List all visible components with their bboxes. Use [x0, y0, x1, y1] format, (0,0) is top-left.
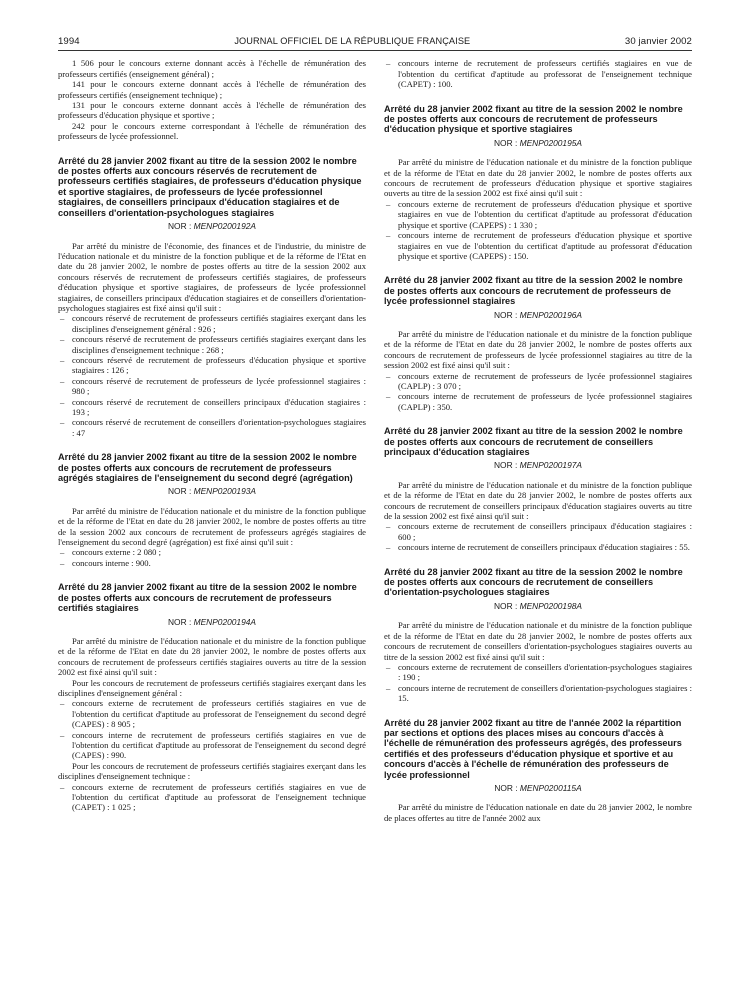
- list-item: – concours interne de recrutement de conseillers d'orientation-psychologues stagiaires : 15.: [384, 683, 692, 704]
- two-column-body: [58, 58, 692, 823]
- nor-reference: [384, 138, 692, 148]
- list-item: – concours externe : 2 080 ;: [58, 547, 366, 557]
- nor-label: NOR :: [494, 600, 518, 611]
- arrete-title: Arrêté du 28 janvier 2002 fixant au titre de l'année 2002 la répartition par sections et options des places mises au concours d'accès à l'échelle de rémunération des professeurs agrégés, des professeurs certifiés et des professeurs d'éducation physique et sportive et au concours d'accès à l'échelle de rémunération des professeurs de lycée professionnel: [384, 717, 682, 780]
- nor-code: MENP0200196A: [519, 309, 582, 320]
- arrete-title: Arrêté du 28 janvier 2002 fixant au titre de la session 2002 le nombre de postes offerts aux concours de recrutement de professeurs d'éducation physique et sportive stagiaires: [384, 103, 683, 135]
- arrete-title: Arrêté du 28 janvier 2002 fixant au titre de la session 2002 le nombre de postes offerts aux concours de recrutement de professeurs certifiés stagiaires: [58, 582, 357, 614]
- nor-reference: [384, 601, 692, 611]
- list-item: – concours réservé de recrutement de professeurs de lycée professionnel stagiaires : 980 ;: [58, 376, 366, 397]
- post-count-list: [58, 313, 366, 438]
- post-count-list: [384, 371, 692, 413]
- arrete-body: Par arrêté du ministre de l'éducation nationale en date du 28 janvier 2002, le nombre de places offertes au titre de l'année 2002 aux: [384, 802, 692, 823]
- arrete-body: Par arrêté du ministre de l'éducation nationale et du ministre de la fonction publique et de la réforme de l'Etat en date du 28 janvier 2002, le nombre de postes offerts aux concours de recrutement de professeurs de lycée professionnel stagiaires au titre de la session 2002 est fixé ainsi qu'il suit :: [384, 328, 692, 371]
- intro-paragraph: 141 pour le concours externe donnant accès à l'échelle de rémunération des professeurs certifiés (enseignement technique) ;: [58, 79, 366, 100]
- list-item: – concours interne de recrutement de professeurs certifiés stagiaires en vue de l'obtention du certificat d'aptitude au professorat de l'enseignement technique (CAPET) : 100.: [384, 58, 692, 89]
- left-column: [58, 58, 366, 823]
- intro-paragraph: 242 pour le concours externe correspondant à l'échelle de rémunération des professeurs de lycée professionnel.: [58, 120, 366, 142]
- nor-code: MENP0200193A: [193, 486, 256, 497]
- sub-paragraph: Pour les concours de recrutement de professeurs certifiés stagiaires exerçant dans les disciplines d'enseignement général :: [58, 677, 366, 698]
- arrete-title: Arrêté du 28 janvier 2002 fixant au titre de la session 2002 le nombre de postes offerts aux concours réservés de recrutement de professeurs certifiés stagiaires, de professeurs d'éducation physique et sportive stagiaires, de professeurs de lycée professionnel stagiaires, de conseillers principaux d'éducation stagiaires et de conseillers d'orientation-psychologues stagiaires: [58, 155, 362, 218]
- list-item: – concours interne de recrutement de conseillers principaux d'éducation stagiaires : 55.: [384, 542, 692, 552]
- nor-reference: [384, 310, 692, 320]
- nor-label: NOR :: [494, 309, 518, 320]
- list-item: – concours externe de recrutement de professeurs certifiés stagiaires en vue de l'obtention du certificat d'aptitude au professorat de l'enseignement technique (CAPET) : 1 025 ;: [58, 782, 366, 813]
- journal-title: JOURNAL OFFICIEL DE LA RÉPUBLIQUE FRANÇAISE: [234, 36, 471, 46]
- nor-reference: [58, 617, 366, 627]
- list-item: – concours externe de recrutement de professeurs certifiés stagiaires en vue de l'obtention du certificat d'aptitude au professorat de l'enseignement du second degré (CAPES) : 8 905 ;: [58, 698, 366, 729]
- list-item: – concours réservé de recrutement de conseillers principaux d'éducation stagiaires : 193 ;: [58, 397, 366, 418]
- list-item: – concours interne de recrutement de professeurs d'éducation physique et sportive stagiaires en vue de l'obtention du certificat d'aptitude au professorat d'éducation physique et sportive (CAPEPS) : 150.: [384, 230, 692, 261]
- post-count-list: [384, 662, 692, 704]
- arrete-body: Par arrêté du ministre de l'économie, des finances et de l'industrie, du ministre de l'éducation nationale et du ministre de la fonction publique et de la réforme de l'Etat en date du 28 janvier 2002, le nombre de postes offerts au titre de la session 2002 aux concours réservés de recrutement de professeurs certifiés stagiaires, de professeurs d'éducation physique et sportive stagiaires, de professeurs de lycée professionnel stagiaires, de conseillers principaux d'éducation stagiaires et de conseillers d'orientation-psychologues stagiaires est fixé ainsi qu'il suit :: [58, 240, 366, 313]
- nor-label: NOR :: [168, 486, 192, 497]
- arrete-body: Par arrêté du ministre de l'éducation nationale et du ministre de la fonction publique et de la réforme de l'Etat en date du 28 janvier 2002, le nombre de postes offerts aux concours de recrutement de professeurs d'éducation physique et sportive stagiaires ouverts au titre de la session 2002 est fixé ainsi qu'il suit :: [384, 157, 692, 199]
- page-number: 1994: [58, 36, 80, 47]
- right-column: [384, 58, 692, 823]
- list-item: – concours interne : 900.: [58, 558, 366, 568]
- arrete-body: Par arrêté du ministre de l'éducation nationale et du ministre de la fonction publique et de la réforme de l'Etat en date du 28 janvier 2002, le nombre de postes offerts aux concours de recrutement de conseillers d'orientation-psychologues stagiaires ouverts au titre de la session 2002 est fixé ainsi qu'il suit :: [384, 620, 692, 662]
- list-item: – concours externe de recrutement de conseillers principaux d'éducation stagiaires : 600 ;: [384, 521, 692, 542]
- nor-code: MENP0200192A: [193, 221, 256, 232]
- issue-date: 30 janvier 2002: [624, 36, 692, 47]
- post-count-list: [58, 698, 366, 760]
- arrete-title: Arrêté du 28 janvier 2002 fixant au titre de la session 2002 le nombre de postes offerts aux concours de recrutement de conseillers d'orientation-psychologues stagiaires: [384, 566, 683, 598]
- arrete-body: Par arrêté du ministre de l'éducation nationale et du ministre de la fonction publique et de la réforme de l'Etat en date du 28 janvier 2002, le nombre de postes offerts aux concours de recrutement de professeurs certifiés stagiaires ouverts au titre de la session 2002 est fixé ainsi qu'il suit :: [58, 635, 366, 678]
- nor-reference: [384, 460, 692, 470]
- list-item: – concours réservé de recrutement de professeurs certifiés stagiaires exerçant dans les disciplines d'enseignement technique : 268 ;: [58, 334, 366, 355]
- intro-paragraph: 1 506 pour le concours externe donnant accès à l'échelle de rémunération des professeurs certifiés (enseignement général) ;: [58, 58, 366, 79]
- nor-code: MENP0200115A: [519, 782, 582, 793]
- nor-label: NOR :: [168, 616, 192, 627]
- nor-code: MENP0200195A: [519, 137, 582, 148]
- nor-reference: [58, 486, 366, 496]
- sub-paragraph: Pour les concours de recrutement de professeurs certifiés stagiaires exerçant dans les disciplines d'enseignement technique :: [58, 760, 366, 782]
- post-count-list: [384, 58, 692, 89]
- list-item: – concours réservé de recrutement de conseillers d'orientation-psychologues stagiaires : 47: [58, 417, 366, 438]
- list-item: – concours interne de recrutement de professeurs de lycée professionnel stagiaires (CAPLP) : 350.: [384, 391, 692, 412]
- nor-label: NOR :: [494, 137, 518, 148]
- list-item: – concours externe de recrutement de professeurs d'éducation physique et sportive stagiaires en vue de l'obtention du certificat d'aptitude au professorat d'éducation physique et sportive (CAPEPS) : 1 330 ;: [384, 199, 692, 230]
- list-item: – concours réservé de recrutement de professeurs d'éducation physique et sportive stagiaires : 126 ;: [58, 355, 366, 376]
- post-count-list: [384, 199, 692, 261]
- nor-label: NOR :: [494, 782, 518, 793]
- nor-label: NOR :: [168, 221, 192, 232]
- nor-code: MENP0200194A: [193, 616, 256, 627]
- arrete-title: Arrêté du 28 janvier 2002 fixant au titre de la session 2002 le nombre de postes offerts aux concours de recrutement de professeurs de lycée professionnel stagiaires: [384, 275, 683, 307]
- page-header: [58, 36, 692, 51]
- nor-reference: [58, 221, 366, 231]
- nor-label: NOR :: [494, 460, 518, 471]
- arrete-body: Par arrêté du ministre de l'éducation nationale et du ministre de la fonction publique et de la réforme de l'Etat en date du 28 janvier 2002, le nombre de postes offerts aux concours de recrutement de conseillers principaux d'éducation stagiaires ouverts au titre de la session 2002 est fixé ainsi qu'il suit :: [384, 479, 692, 522]
- arrete-title: Arrêté du 28 janvier 2002 fixant au titre de la session 2002 le nombre de postes offerts aux concours de recrutement de professeurs agrégés stagiaires de l'enseignement du second degré (agrégation): [58, 452, 357, 484]
- post-count-list: [384, 521, 692, 552]
- nor-code: MENP0200197A: [519, 460, 582, 471]
- list-item: – concours interne de recrutement de professeurs certifiés stagiaires en vue de l'obtention du certificat d'aptitude au professorat de l'enseignement du second degré (CAPES) : 990.: [58, 730, 366, 761]
- arrete-title: Arrêté du 28 janvier 2002 fixant au titre de la session 2002 le nombre de postes offerts aux concours de recrutement de conseillers principaux d'éducation stagiaires: [384, 426, 683, 457]
- arrete-body: Par arrêté du ministre de l'éducation nationale et du ministre de la fonction publique et de la réforme de l'Etat en date du 28 janvier 2002, le nombre de postes offerts au titre de la session 2002 aux concours de recrutement de professeurs agrégés stagiaires de l'enseignement du second degré (agrégation) est fixé ainsi qu'il suit :: [58, 505, 366, 548]
- list-item: – concours externe de recrutement de professeurs de lycée professionnel stagiaires (CAPLP) : 3 070 ;: [384, 371, 692, 392]
- post-count-list: [58, 782, 366, 813]
- nor-code: MENP0200198A: [519, 600, 582, 611]
- post-count-list: [58, 547, 366, 568]
- intro-paragraph: 131 pour le concours externe donnant accès à l'échelle de rémunération des professeurs d'éducation physique et sportive ;: [58, 100, 366, 121]
- list-item: – concours externe de recrutement de conseillers d'orientation-psychologues stagiaires : 190 ;: [384, 662, 692, 683]
- nor-reference: [384, 783, 692, 793]
- list-item: – concours réservé de recrutement de professeurs certifiés stagiaires exerçant dans les disciplines d'enseignement général : 926 ;: [58, 313, 366, 334]
